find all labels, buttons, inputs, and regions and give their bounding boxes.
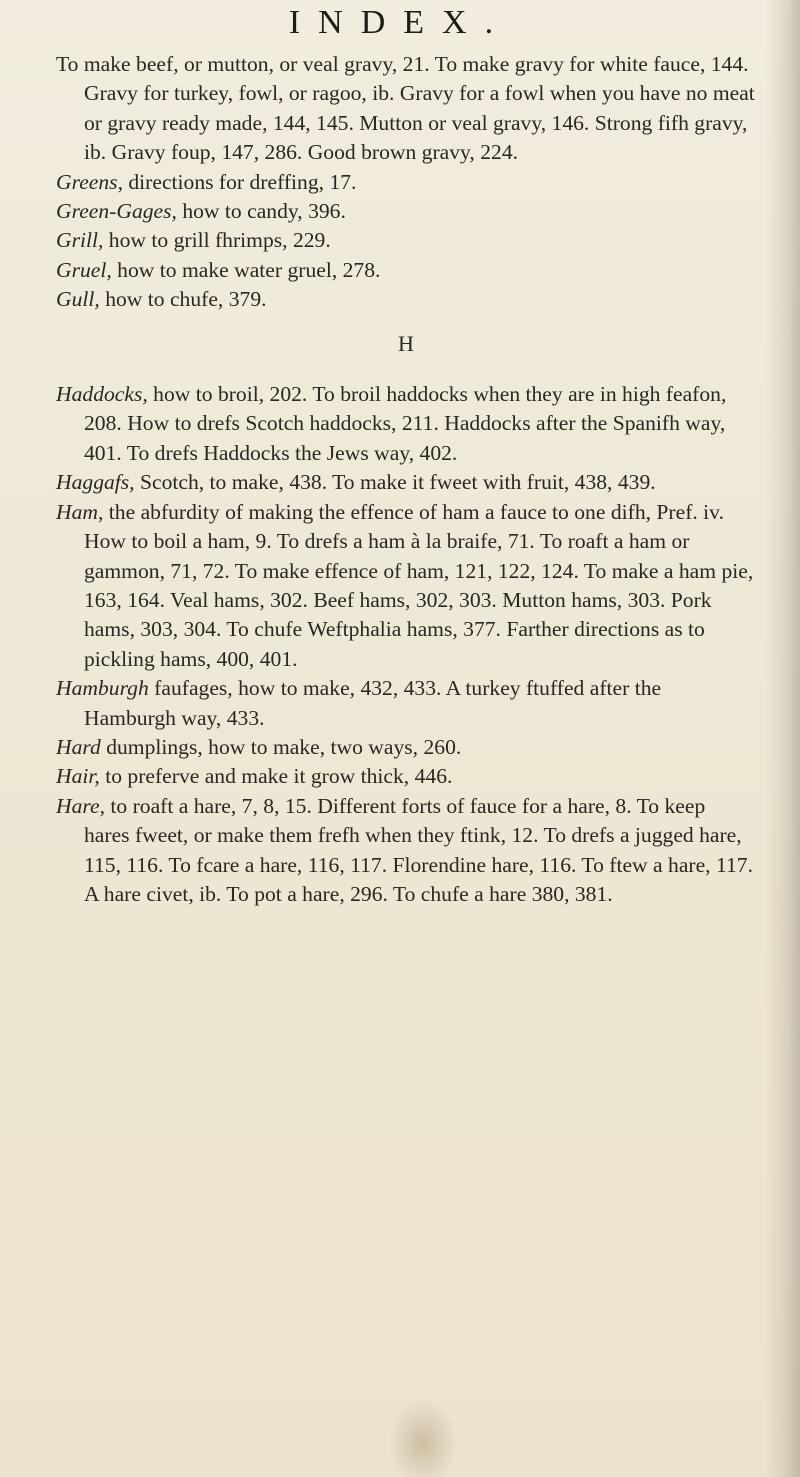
entry-heading: Ham,: [56, 499, 104, 524]
entry-heading: Haggafs,: [56, 470, 135, 495]
entry-text: faufages, how to make, 432, 433. A turkey ftuffed after the Hamburgh way, 433.: [84, 676, 662, 730]
page-edge-shadow: [764, 0, 800, 1477]
index-entry: [56, 762, 756, 791]
entry-heading: Gruel,: [56, 257, 112, 282]
entry-text: Scotch, to make, 438. To make it fweet with fruit, 438, 439.: [134, 470, 656, 495]
index-entry: [56, 226, 756, 255]
section-h-entries: [56, 380, 756, 909]
entry-heading: Hamburgh: [56, 676, 149, 701]
entry-text: To make beef, or mutton, or veal gravy, 21. To make gravy for white fauce, 144. Gravy for turkey, fowl, or ragoo, ib. Gravy for a fowl when you have no meat or gravy ready made, 144, 145. Mutton or veal gravy, 146. Strong fifh gravy, ib. Gravy foup, 147, 286. Good brown gravy, 224.: [56, 52, 755, 165]
entry-heading: Gull,: [56, 287, 100, 312]
entry-text: the abfurdity of making the effence of ham a fauce to one difh, Pref. iv. How to boil a ham, 9. To drefs a ham à la braife, 71. To roaft a ham or gammon, 71, 72. To make effence of ham, 121, 122, 124. To make a ham pie, 163, 164. Veal hams, 302. Beef hams, 302, 303. Mutton hams, 303. Pork hams, 303, 304. To chufe Weftphalia hams, 377. Farther directions as to pickling hams, 400, 401.: [84, 499, 754, 671]
section-g-entries: [56, 50, 756, 315]
entry-text: to preferve and make it grow thick, 446.: [99, 764, 453, 789]
entry-heading: Green-Gages,: [56, 199, 177, 224]
entry-heading: Grill,: [56, 228, 104, 253]
index-entry: [56, 733, 756, 762]
entry-heading: Greens,: [56, 169, 123, 194]
entry-heading: Hair,: [56, 764, 100, 789]
index-entry: [56, 380, 756, 468]
index-text: [56, 50, 756, 909]
entry-text: how to candy, 396.: [176, 199, 346, 224]
page-header: INDEX.: [288, 4, 512, 41]
index-entry: [56, 50, 756, 168]
index-entry: [56, 468, 756, 497]
entry-text: how to chufe, 379.: [99, 287, 267, 312]
index-entry: [56, 498, 756, 674]
entry-text: how to grill fhrimps, 229.: [103, 228, 331, 253]
entry-text: to roaft a hare, 7, 8, 15. Different forts of fauce for a hare, 8. To keep hares fweet, or make them frefh when they ftink, 12. To drefs a jugged hare, 115, 116. To fcare a hare, 116, 117. Florendine hare, 116. To ftew a hare, 117. A hare civet, ib. To pot a hare, 296. To chufe a hare 380, 381.: [84, 793, 753, 906]
index-entry: [56, 285, 756, 314]
index-entry: [56, 674, 756, 733]
entry-heading: Haddocks,: [56, 382, 148, 407]
entry-text: directions for dreffing, 17.: [122, 169, 357, 194]
entry-text: how to broil, 202. To broil haddocks when they are in high feafon, 208. How to drefs Scotch haddocks, 211. Haddocks after the Spanifh way, 401. To drefs Haddocks the Jews way, 402.: [84, 382, 727, 465]
index-entry: [56, 168, 756, 197]
ink-blot: [388, 1398, 458, 1477]
section-letter-h: H: [398, 330, 414, 356]
index-entry: [56, 197, 756, 226]
index-entry: [56, 792, 756, 910]
entry-text: dumplings, how to make, two ways, 260.: [100, 734, 462, 759]
index-entry: [56, 256, 756, 285]
entry-heading: Hard: [56, 734, 101, 759]
entry-heading: Hare,: [56, 793, 105, 818]
entry-text: how to make water gruel, 278.: [111, 257, 381, 282]
